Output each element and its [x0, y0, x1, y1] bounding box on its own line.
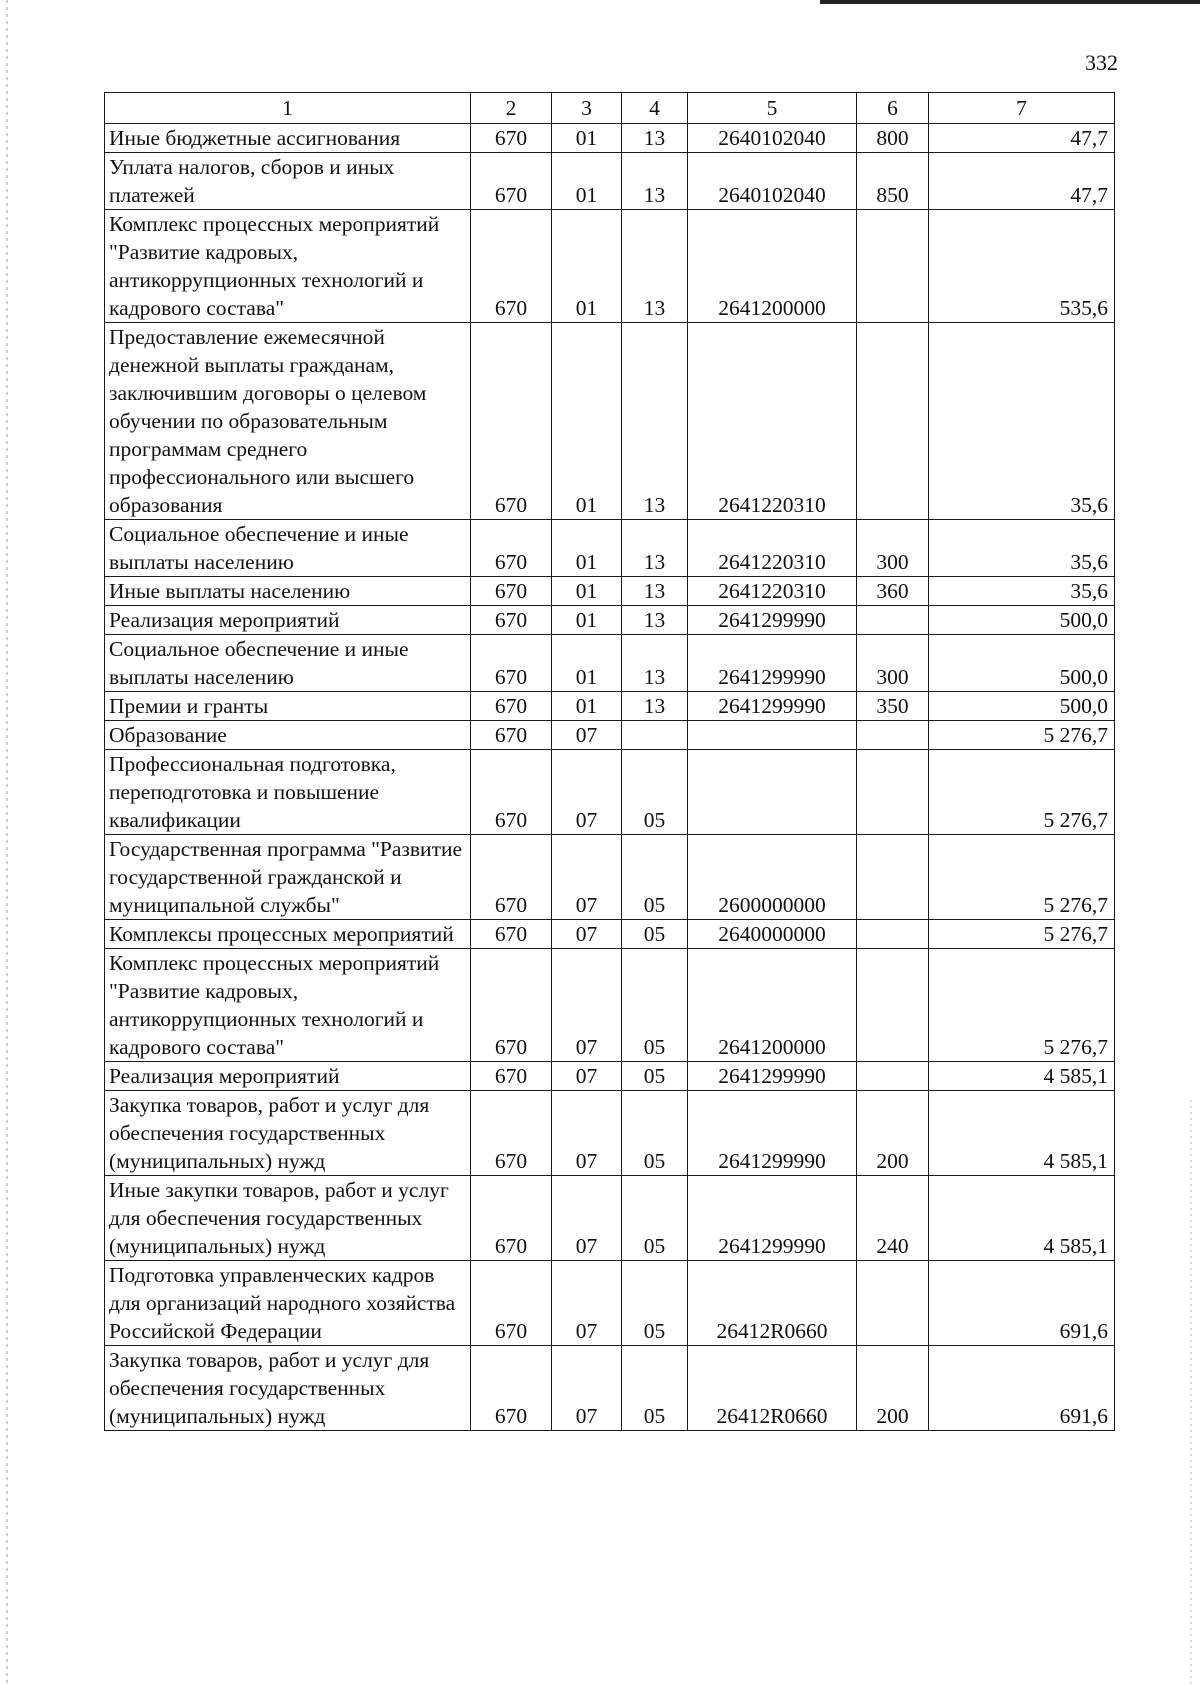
- row-section-cell: 01: [552, 210, 622, 323]
- row-ministry-code-cell: 670: [471, 1346, 552, 1431]
- row-subsection-cell: 05: [622, 949, 688, 1062]
- row-ministry-code-cell: 670: [471, 577, 552, 606]
- row-expense-type-cell: [857, 750, 929, 835]
- row-section-cell: 01: [552, 323, 622, 520]
- row-subsection-cell: 05: [622, 1176, 688, 1261]
- row-ministry-code-cell: 670: [471, 721, 552, 750]
- row-subsection-cell: 13: [622, 520, 688, 577]
- row-subsection-cell: 13: [622, 635, 688, 692]
- row-subsection-cell: 05: [622, 750, 688, 835]
- row-amount-cell: 5 276,7: [929, 835, 1115, 920]
- row-name-cell: Уплата налогов, сборов и иных платежей: [105, 153, 471, 210]
- row-name-cell: Подготовка управленческих кадров для организаций народного хозяйства Российской Федерации: [105, 1261, 471, 1346]
- row-subsection-cell: 13: [622, 124, 688, 153]
- row-section-cell: 07: [552, 1176, 622, 1261]
- scan-right-edge: [1190, 1100, 1192, 1686]
- table-header-row: [105, 93, 1115, 124]
- row-amount-cell: 47,7: [929, 124, 1115, 153]
- row-target-article-cell: 2641220310: [688, 577, 857, 606]
- row-amount-cell: 500,0: [929, 635, 1115, 692]
- row-name-cell: Комплекс процессных мероприятий "Развитие кадровых, антикоррупционных технологий и кадрового состава": [105, 949, 471, 1062]
- row-subsection-cell: 13: [622, 606, 688, 635]
- row-target-article-cell: 2641299990: [688, 692, 857, 721]
- table-row: [105, 635, 1115, 692]
- row-name-cell: Предоставление ежемесячной денежной выплаты гражданам, заключившим договоры о целевом обучении по образовательным программам среднего профессионального или высшего образования: [105, 323, 471, 520]
- page-number: 332: [1085, 50, 1118, 75]
- row-target-article-cell: 26412R0660: [688, 1346, 857, 1431]
- row-target-article-cell: 2641299990: [688, 1091, 857, 1176]
- row-amount-cell: 4 585,1: [929, 1062, 1115, 1091]
- row-name-cell: Закупка товаров, работ и услуг для обеспечения государственных (муниципальных) нужд: [105, 1346, 471, 1431]
- row-section-cell: 01: [552, 153, 622, 210]
- row-name-cell: Комплексы процессных мероприятий: [105, 920, 471, 949]
- table-row: [105, 949, 1115, 1062]
- row-name-cell: Социальное обеспечение и иные выплаты населению: [105, 520, 471, 577]
- table-row: [105, 721, 1115, 750]
- header-col-1: 1: [105, 93, 471, 124]
- row-expense-type-cell: 300: [857, 520, 929, 577]
- row-section-cell: 01: [552, 606, 622, 635]
- row-expense-type-cell: 850: [857, 153, 929, 210]
- row-ministry-code-cell: 670: [471, 520, 552, 577]
- header-col-7: 7: [929, 93, 1115, 124]
- row-target-article-cell: 2641299990: [688, 1176, 857, 1261]
- row-expense-type-cell: [857, 949, 929, 1062]
- row-section-cell: 07: [552, 920, 622, 949]
- row-subsection-cell: 05: [622, 1346, 688, 1431]
- table-row: [105, 577, 1115, 606]
- row-section-cell: 07: [552, 1261, 622, 1346]
- row-section-cell: 07: [552, 1346, 622, 1431]
- row-name-cell: Закупка товаров, работ и услуг для обеспечения государственных (муниципальных) нужд: [105, 1091, 471, 1176]
- table-row: [105, 153, 1115, 210]
- row-section-cell: 07: [552, 835, 622, 920]
- table-row: [105, 1261, 1115, 1346]
- row-target-article-cell: [688, 721, 857, 750]
- row-target-article-cell: 2641200000: [688, 210, 857, 323]
- row-amount-cell: 5 276,7: [929, 920, 1115, 949]
- row-amount-cell: 535,6: [929, 210, 1115, 323]
- row-expense-type-cell: [857, 920, 929, 949]
- row-ministry-code-cell: 670: [471, 1062, 552, 1091]
- row-expense-type-cell: [857, 606, 929, 635]
- row-ministry-code-cell: 670: [471, 949, 552, 1062]
- row-section-cell: 01: [552, 635, 622, 692]
- row-ministry-code-cell: 670: [471, 692, 552, 721]
- row-amount-cell: 691,6: [929, 1346, 1115, 1431]
- row-ministry-code-cell: 670: [471, 323, 552, 520]
- row-ministry-code-cell: 670: [471, 153, 552, 210]
- row-amount-cell: 500,0: [929, 692, 1115, 721]
- row-subsection-cell: 05: [622, 1062, 688, 1091]
- row-ministry-code-cell: 670: [471, 1261, 552, 1346]
- row-expense-type-cell: 200: [857, 1091, 929, 1176]
- row-ministry-code-cell: 670: [471, 835, 552, 920]
- row-section-cell: 01: [552, 520, 622, 577]
- row-target-article-cell: [688, 750, 857, 835]
- row-amount-cell: 4 585,1: [929, 1176, 1115, 1261]
- table-row: [105, 323, 1115, 520]
- table-row: [105, 210, 1115, 323]
- row-target-article-cell: 2641299990: [688, 1062, 857, 1091]
- row-ministry-code-cell: 670: [471, 750, 552, 835]
- header-col-5: 5: [688, 93, 857, 124]
- row-ministry-code-cell: 670: [471, 1176, 552, 1261]
- row-expense-type-cell: [857, 323, 929, 520]
- row-expense-type-cell: [857, 1062, 929, 1091]
- row-expense-type-cell: 240: [857, 1176, 929, 1261]
- row-subsection-cell: [622, 721, 688, 750]
- table-row: [105, 1346, 1115, 1431]
- row-subsection-cell: 05: [622, 1091, 688, 1176]
- row-target-article-cell: 2640102040: [688, 124, 857, 153]
- row-target-article-cell: 26412R0660: [688, 1261, 857, 1346]
- row-subsection-cell: 13: [622, 692, 688, 721]
- row-ministry-code-cell: 670: [471, 606, 552, 635]
- header-col-4: 4: [622, 93, 688, 124]
- row-section-cell: 07: [552, 1062, 622, 1091]
- row-target-article-cell: 2641299990: [688, 606, 857, 635]
- row-ministry-code-cell: 670: [471, 124, 552, 153]
- table-row: [105, 1062, 1115, 1091]
- row-section-cell: 01: [552, 692, 622, 721]
- row-amount-cell: 35,6: [929, 577, 1115, 606]
- row-expense-type-cell: [857, 1261, 929, 1346]
- row-expense-type-cell: [857, 210, 929, 323]
- row-subsection-cell: 13: [622, 577, 688, 606]
- row-subsection-cell: 13: [622, 153, 688, 210]
- row-subsection-cell: 05: [622, 835, 688, 920]
- row-amount-cell: 47,7: [929, 153, 1115, 210]
- scan-left-edge: [6, 0, 8, 1686]
- table-row: [105, 1091, 1115, 1176]
- row-amount-cell: 5 276,7: [929, 949, 1115, 1062]
- row-amount-cell: 4 585,1: [929, 1091, 1115, 1176]
- row-target-article-cell: 2641220310: [688, 520, 857, 577]
- row-section-cell: 07: [552, 1091, 622, 1176]
- row-expense-type-cell: 350: [857, 692, 929, 721]
- row-expense-type-cell: 360: [857, 577, 929, 606]
- row-section-cell: 07: [552, 721, 622, 750]
- row-target-article-cell: 2640000000: [688, 920, 857, 949]
- row-name-cell: Иные закупки товаров, работ и услуг для обеспечения государственных (муниципальных) нужд: [105, 1176, 471, 1261]
- row-name-cell: Комплекс процессных мероприятий "Развитие кадровых, антикоррупционных технологий и кадрового состава": [105, 210, 471, 323]
- table-row: [105, 520, 1115, 577]
- row-amount-cell: 691,6: [929, 1261, 1115, 1346]
- table-row: [105, 606, 1115, 635]
- row-name-cell: Профессиональная подготовка, переподготовка и повышение квалификации: [105, 750, 471, 835]
- row-target-article-cell: 2641299990: [688, 635, 857, 692]
- budget-table: [104, 92, 1115, 1431]
- row-subsection-cell: 05: [622, 1261, 688, 1346]
- row-name-cell: Реализация мероприятий: [105, 606, 471, 635]
- row-expense-type-cell: [857, 835, 929, 920]
- table-row: [105, 124, 1115, 153]
- table-row: [105, 1176, 1115, 1261]
- row-section-cell: 07: [552, 949, 622, 1062]
- row-amount-cell: 5 276,7: [929, 721, 1115, 750]
- row-target-article-cell: 2600000000: [688, 835, 857, 920]
- row-amount-cell: 500,0: [929, 606, 1115, 635]
- row-name-cell: Государственная программа "Развитие государственной гражданской и муниципальной службы": [105, 835, 471, 920]
- row-amount-cell: 35,6: [929, 323, 1115, 520]
- row-target-article-cell: 2640102040: [688, 153, 857, 210]
- table-row: [105, 835, 1115, 920]
- row-name-cell: Иные выплаты населению: [105, 577, 471, 606]
- budget-table-body: [105, 93, 1115, 1431]
- row-amount-cell: 5 276,7: [929, 750, 1115, 835]
- row-amount-cell: 35,6: [929, 520, 1115, 577]
- row-ministry-code-cell: 670: [471, 210, 552, 323]
- row-name-cell: Иные бюджетные ассигнования: [105, 124, 471, 153]
- row-name-cell: Премии и гранты: [105, 692, 471, 721]
- row-target-article-cell: 2641200000: [688, 949, 857, 1062]
- row-section-cell: 01: [552, 577, 622, 606]
- row-ministry-code-cell: 670: [471, 920, 552, 949]
- row-expense-type-cell: 800: [857, 124, 929, 153]
- header-col-6: 6: [857, 93, 929, 124]
- row-section-cell: 01: [552, 124, 622, 153]
- header-col-3: 3: [552, 93, 622, 124]
- row-name-cell: Социальное обеспечение и иные выплаты населению: [105, 635, 471, 692]
- row-subsection-cell: 13: [622, 323, 688, 520]
- header-col-2: 2: [471, 93, 552, 124]
- row-section-cell: 07: [552, 750, 622, 835]
- table-row: [105, 920, 1115, 949]
- table-row: [105, 692, 1115, 721]
- row-expense-type-cell: [857, 721, 929, 750]
- row-subsection-cell: 13: [622, 210, 688, 323]
- table-row: [105, 750, 1115, 835]
- row-name-cell: Реализация мероприятий: [105, 1062, 471, 1091]
- row-target-article-cell: 2641220310: [688, 323, 857, 520]
- row-expense-type-cell: 200: [857, 1346, 929, 1431]
- row-ministry-code-cell: 670: [471, 1091, 552, 1176]
- row-expense-type-cell: 300: [857, 635, 929, 692]
- row-subsection-cell: 05: [622, 920, 688, 949]
- row-ministry-code-cell: 670: [471, 635, 552, 692]
- row-name-cell: Образование: [105, 721, 471, 750]
- top-edge-rule: [820, 0, 1200, 4]
